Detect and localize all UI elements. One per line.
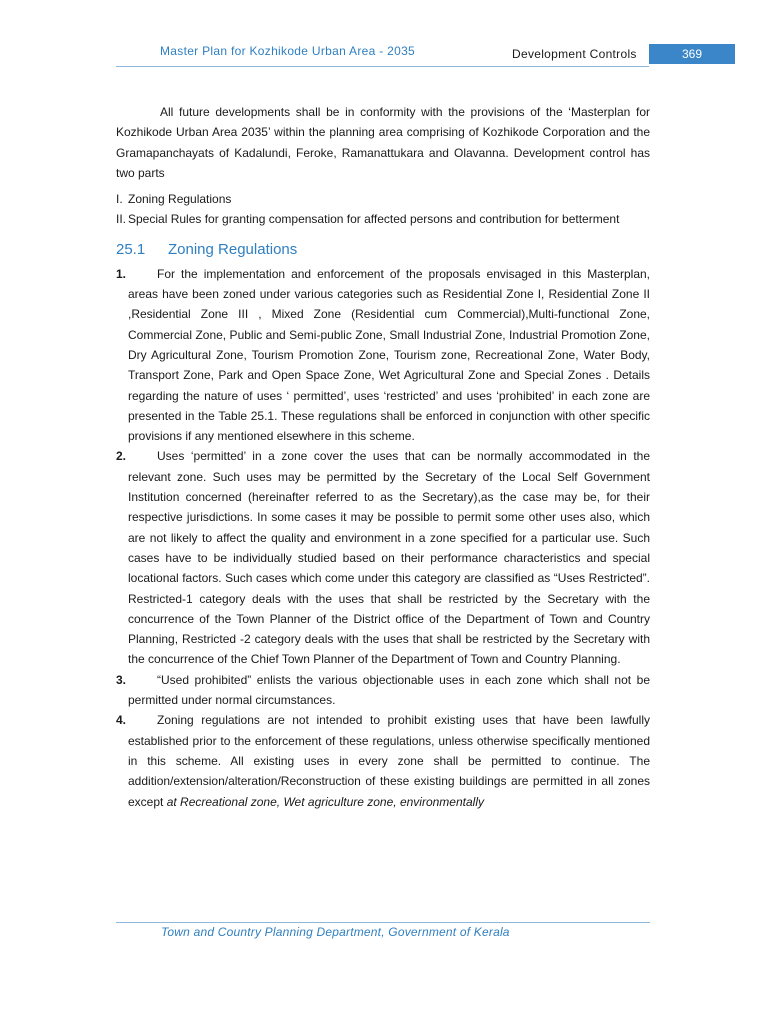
page-footer: Town and Country Planning Department, Government of Kerala xyxy=(161,925,510,939)
list-text: Special Rules for granting compensation for affected persons and contribution for betterment xyxy=(128,212,620,227)
item-number: 1. xyxy=(116,266,127,281)
list-number: II. xyxy=(116,212,127,227)
footer-divider xyxy=(116,922,650,923)
header-divider xyxy=(116,66,649,67)
item-text: Uses ‘permitted’ in a zone cover the uses that can be normally accommodated in the relevant zone. Such uses may be permitted by the Secretary of the Local Self Government Institution concerned (hereinafter referred to as the Secretary),as the case may be, for their respective jurisdictions. In some cases it may be possible to permit some other uses also, which are not likely to affect the quality and environment in a zone specified for a particular use. Such cases have to be individually studied based on their performance characteristics and special locational factors. Such cases which come under this category are classified as “Uses Restricted”. Restricted-1 category deals with the uses that shall be restricted by the Secretary with the concurrence of the Town Planner of the District office of the Department of Town and Country Planning, Restricted -2 category deals with the uses that shall be restricted by the Secretary with the concurrence of the Chief Town Planner of the Department of Town and Country Planning. xyxy=(128,449,650,667)
item-emphasis: at Recreational zone, Wet agriculture zone, environmentally xyxy=(166,794,484,809)
section-heading xyxy=(116,238,650,262)
item-number: 3. xyxy=(116,672,127,687)
list-text: Zoning Regulations xyxy=(128,192,232,207)
list-item xyxy=(116,189,650,209)
page-number: 369 xyxy=(649,44,735,64)
numbered-item xyxy=(116,264,650,447)
intro-paragraph: All future developments shall be in conformity with the provisions of the ‘Masterplan for Kozhikode Urban Area 2035’ within the planning area comprising of Kozhikode Corporation and the Gramapanchayats of Kadalundi, Feroke, Ramanattukara and Olavanna. Development control has two parts xyxy=(116,105,650,180)
item-number: 4. xyxy=(116,713,127,728)
section-title: Development Controls xyxy=(512,47,637,61)
parts-list xyxy=(116,189,650,230)
list-item xyxy=(116,209,650,229)
page-body xyxy=(116,102,650,812)
item-number: 2. xyxy=(116,449,127,464)
numbered-item xyxy=(116,670,650,711)
item-text: Zoning regulations are not intended to prohibit existing uses that have been lawfully established prior to the enforcement of these regulations, unless otherwise specifically mentioned in this scheme. All existing uses in every zone shall be permitted to continue. The addition/extension/alteration/Reconstruction of these existing buildings are permitted in all zones except xyxy=(128,713,650,809)
numbered-item xyxy=(116,710,650,811)
document-title: Master Plan for Kozhikode Urban Area - 2035 xyxy=(160,44,416,58)
section-heading-text: Zoning Regulations xyxy=(168,240,298,258)
item-text: “Used prohibited” enlists the various objectionable uses in each zone which shall not be permitted under normal circumstances. xyxy=(128,672,650,708)
numbered-item xyxy=(116,446,650,669)
item-text: For the implementation and enforcement of the proposals envisaged in this Masterplan, areas have been zoned under various categories such as Residential Zone I, Residential Zone II ,Residential Zone III , Mixed Zone (Residential cum Commercial),Multi-functional Zone, Commercial Zone, Public and Semi-public Zone, Small Industrial Zone, Industrial Promotion Zone, Dry Agricultural Zone, Tourism Promotion Zone, Tourism zone, Recreational Zone, Water Body, Transport Zone, Park and Open Space Zone, Wet Agricultural Zone and Special Zones . Details regarding the nature of uses ‘ permitted’, uses ‘restricted’ and uses ‘prohibited’ in each zone are presented in the Table 25.1. These regulations shall be enforced in conjunction with other specific provisions if any mentioned elsewhere in this scheme. xyxy=(128,266,650,444)
list-number: I. xyxy=(116,192,123,207)
section-number: 25.1 xyxy=(116,240,146,258)
